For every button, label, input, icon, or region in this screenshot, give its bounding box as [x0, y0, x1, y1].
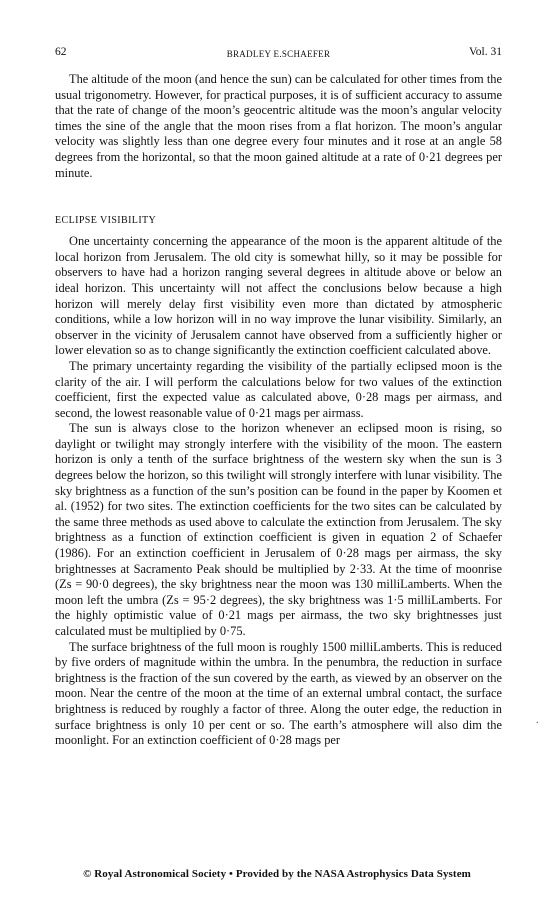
margin-mark: .: [536, 715, 539, 726]
running-author: BRADLEY E.SCHAEFER: [226, 49, 331, 59]
paragraph: The altitude of the moon (and hence the sun) can be calculated for other times from the usual trigonometry. However, for practical purposes, it is of sufficient accuracy to assume that the rate of change of the moon’s geocentric altitude was the moon’s angular velocity times the sine of the angle that the moon rises from a flat horizon. The moon’s angular velocity was slightly less than one degree every four minutes and it rose at an angle 58 degrees from the horizontal, so that the moon gained altitude at a rate of 0·21 degrees per minute.: [55, 72, 502, 180]
section-heading: ECLIPSE VISIBILITY: [55, 215, 157, 227]
page-number: 62: [55, 46, 67, 58]
article-body: [55, 72, 502, 749]
paragraph: The sun is always close to the horizon whenever an eclipsed moon is rising, so daylight or twilight may strongly interfere with the visibility of the moon. The eastern horizon is only a tenth of the surface brightness of the western sky when the sun is 3 degrees below the horizon, so this twilight will strongly interfere with lunar visibility. The sky brightness as a function of the sun’s position can be found in the paper by Koomen et al. (1952) for two sites. The extinction coefficients for the two sites can be calculated by the same three methods as used above to calculate the extinction from Jerusalem. The sky brightness as a function of extinction coefficient is given in equation 2 of Schaefer (1986). For an extinction coefficient in Jerusalem of 0·28 mags per airmass, the sky brightnesses at Sacramento Peak should be multiplied by 2·33. At the time of moonrise (Zs = 90·0 degrees), the sky brightness near the moon was 130 milliLamberts. When the moon left the umbra (Zs = 95·2 degrees), the sky brightness was 1·5 milliLamberts. For the highly optimistic value of 0·21 mags per airmass, the two sky brightnesses just calculated must be multiplied by 0·75.: [55, 421, 502, 638]
volume-label: Vol. 31: [468, 46, 502, 58]
paragraph: One uncertainty concerning the appearance of the moon is the apparent altitude of the local horizon from Jerusalem. The old city is somewhat hilly, so it may be possible for observers to have had a horizon ranging several degrees in altitude above or below an ideal horizon. This uncertainty will not affect the conclusions below because a high horizon will merely delay first visibility even more than dictated by atmospheric conditions, while a low horizon will in no way improve the lunar visibility. Similarly, an observer in the vicinity of Jerusalem cannot have observed from a sufficiently higher or lower elevation so as to change significantly the extinction coefficient calculated above.: [55, 234, 502, 358]
paragraph: The primary uncertainty regarding the visibility of the partially eclipsed moon is the clarity of the air. I will perform the calculations below for two values of the extinction coefficient, first the expected value as calculated above, 0·28 mags per airmass, and second, the lowest reasonable value of 0·21 mags per airmass.: [55, 358, 502, 420]
copyright-footer: © Royal Astronomical Society • Provided by the NASA Astrophysics Data System: [83, 868, 471, 880]
paragraph: The surface brightness of the full moon is roughly 1500 milliLamberts. This is reduced by five orders of magnitude within the umbra. In the penumbra, the reduction in surface brightness is the fraction of the sun covered by the earth, as viewed by an observer on the moon. Near the centre of the moon at the time of an external umbral contact, the surface brightness is reduced by roughly a factor of three. Along the outer edge, the reduction in surface brightness is only 10 per cent or so. The earth’s atmosphere will also dim the moonlight. For an extinction coefficient of 0·28 mags per: [55, 639, 502, 748]
running-header: [55, 45, 502, 61]
